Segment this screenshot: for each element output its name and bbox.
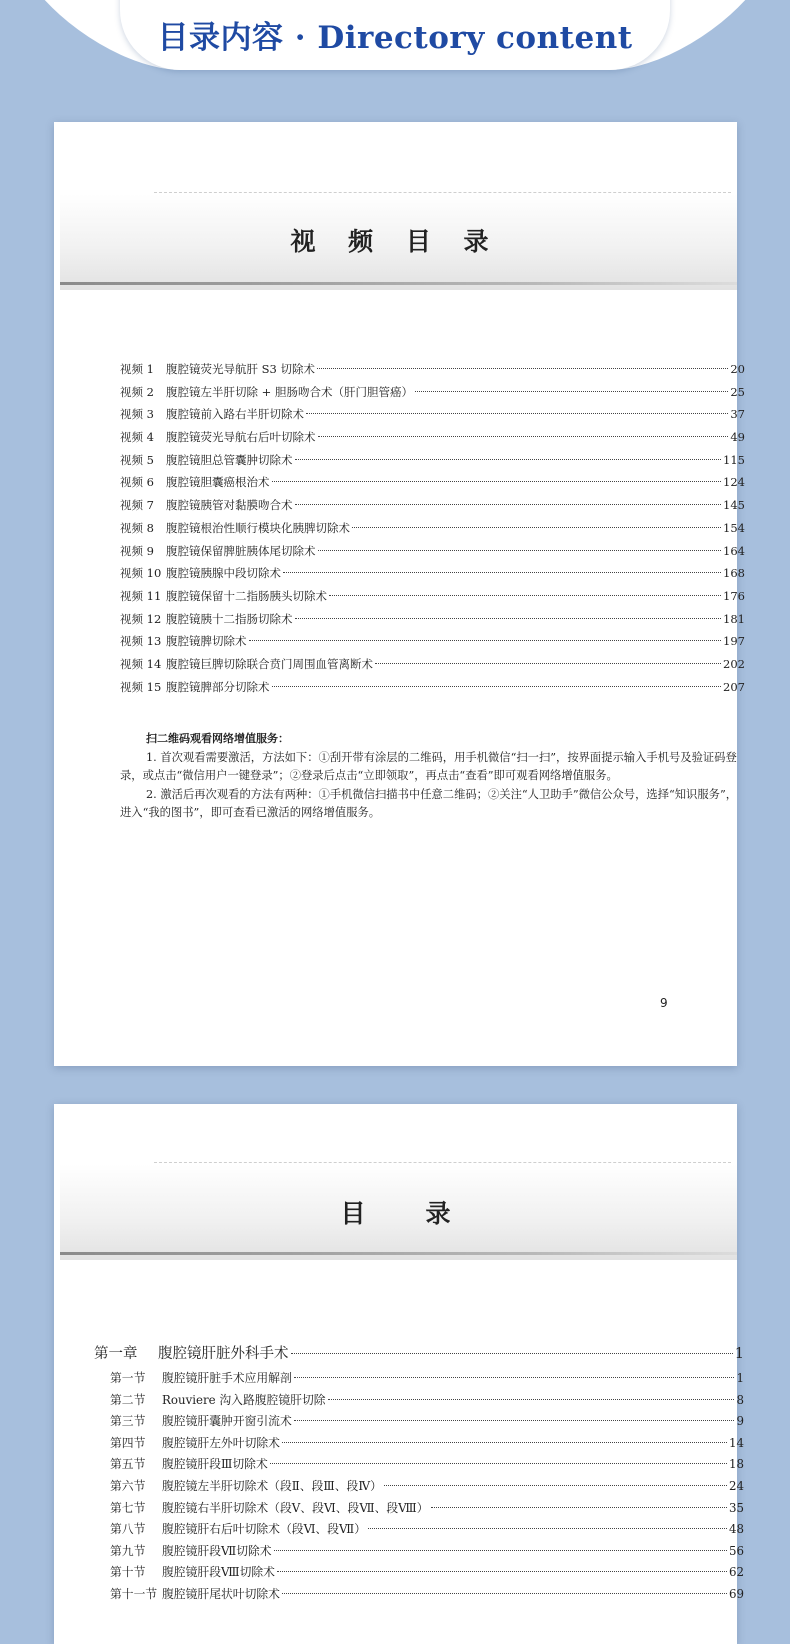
section-page: 8 bbox=[736, 1392, 744, 1407]
dot-leader bbox=[272, 481, 722, 482]
section-entry[interactable] bbox=[94, 1476, 744, 1498]
video-entry[interactable] bbox=[120, 585, 745, 608]
video-number: 视频 15 bbox=[120, 679, 162, 694]
video-entry[interactable] bbox=[120, 449, 745, 472]
dot-leader bbox=[431, 1507, 727, 1508]
section-page: 14 bbox=[728, 1435, 744, 1450]
dot-leader bbox=[317, 368, 728, 369]
video-page: 124 bbox=[723, 475, 745, 490]
video-number: 视频 9 bbox=[120, 543, 154, 558]
video-title: 腹腔镜巨脾切除联合贲门周围血管离断术 bbox=[166, 656, 373, 671]
video-entry[interactable] bbox=[120, 608, 745, 631]
section-entry[interactable] bbox=[94, 1411, 744, 1433]
notes-paragraph-1: 1. 首次观看需要激活，方法如下：①刮开带有涂层的二维码，用手机微信“扫一扫”，按界面提示输入手机号及验证码登录，或点击“微信用户一键登录”；②登录后点击“立即领取”，再点击“查看”即可观看网络增值服务。 bbox=[120, 750, 737, 782]
video-entry[interactable] bbox=[120, 517, 745, 540]
dot-leader bbox=[274, 1550, 727, 1551]
video-entry[interactable] bbox=[120, 381, 745, 404]
dot-leader bbox=[249, 640, 722, 641]
section-page: 35 bbox=[728, 1500, 744, 1515]
section-number: 第六节 bbox=[110, 1478, 146, 1493]
dot-leader bbox=[294, 1420, 735, 1421]
dot-leader bbox=[294, 1377, 735, 1378]
dot-leader bbox=[277, 1571, 727, 1572]
video-entry[interactable] bbox=[120, 494, 745, 517]
section-entry[interactable] bbox=[94, 1519, 744, 1541]
video-title: 腹腔镜胰十二指肠切除术 bbox=[166, 611, 293, 626]
video-page: 202 bbox=[723, 656, 745, 671]
section-number: 第八节 bbox=[110, 1522, 146, 1537]
video-title: 腹腔镜保留十二指肠胰头切除术 bbox=[166, 588, 327, 603]
dot-leader bbox=[291, 1353, 733, 1354]
video-page: 37 bbox=[730, 407, 745, 422]
video-number: 视频 10 bbox=[120, 566, 162, 581]
section-title: 腹腔镜肝尾状叶切除术 bbox=[162, 1586, 280, 1601]
video-title: 腹腔镜胆总管囊肿切除术 bbox=[166, 452, 293, 467]
header-dotted-line bbox=[154, 1162, 731, 1163]
notes-paragraph-2: 2. 激活后再次观看的方法有两种：①手机微信扫描书中任意二维码；②关注“人卫助手”微信公众号，选择“知识服务”，进入“我的图书”，即可查看已激活的网络增值服务。 bbox=[120, 787, 738, 819]
chapter-title: 腹腔镜肝脏外科手术 bbox=[158, 1346, 289, 1362]
video-entry[interactable] bbox=[120, 540, 745, 563]
chapter-entry[interactable] bbox=[94, 1340, 744, 1368]
page-table-of-contents bbox=[54, 1104, 744, 1644]
video-number: 视频 1 bbox=[120, 362, 154, 376]
section-page: 69 bbox=[728, 1586, 744, 1601]
dot-leader bbox=[295, 504, 722, 505]
video-number: 视频 8 bbox=[120, 520, 154, 535]
video-number: 视频 5 bbox=[120, 452, 154, 467]
video-page: 25 bbox=[730, 384, 745, 399]
dot-leader bbox=[352, 527, 721, 528]
page-video-directory bbox=[54, 122, 745, 1066]
contents-list bbox=[94, 1340, 744, 1606]
section-entry[interactable] bbox=[94, 1498, 744, 1520]
section-page: 48 bbox=[728, 1522, 744, 1537]
video-title: 腹腔镜荧光导航右后叶切除术 bbox=[166, 430, 316, 445]
dot-leader bbox=[318, 436, 729, 437]
dot-leader bbox=[282, 1593, 727, 1594]
video-entry[interactable] bbox=[120, 630, 745, 653]
video-title: 腹腔镜脾切除术 bbox=[166, 634, 247, 649]
qr-service-notes bbox=[120, 730, 744, 823]
video-title: 腹腔镜胰管对黏膜吻合术 bbox=[166, 498, 293, 513]
banner-title: 目录内容 · Directory content bbox=[157, 20, 633, 56]
section-title: 腹腔镜肝囊肿开窗引流术 bbox=[162, 1414, 292, 1429]
video-number: 视频 11 bbox=[120, 588, 162, 603]
dot-leader bbox=[283, 572, 721, 573]
video-page: 176 bbox=[723, 588, 745, 603]
section-page: 9 bbox=[736, 1414, 744, 1429]
section-title: 腹腔镜肝段Ⅲ切除术 bbox=[162, 1457, 268, 1472]
dot-leader bbox=[329, 595, 721, 596]
page-number: 9 bbox=[660, 996, 668, 1010]
dot-leader bbox=[328, 1399, 735, 1400]
dot-leader bbox=[375, 663, 721, 664]
video-title: 腹腔镜左半肝切除 + 胆肠吻合术（肝门胆管癌） bbox=[166, 384, 413, 399]
video-number: 视频 14 bbox=[120, 656, 162, 671]
video-number: 视频 2 bbox=[120, 384, 154, 399]
section-page: 56 bbox=[728, 1543, 744, 1558]
video-number: 视频 7 bbox=[120, 498, 154, 513]
video-page: 181 bbox=[723, 611, 745, 626]
section-entry[interactable] bbox=[94, 1390, 744, 1412]
section-number: 第五节 bbox=[110, 1457, 146, 1472]
section-entry[interactable] bbox=[94, 1541, 744, 1563]
section-title: 腹腔镜肝左外叶切除术 bbox=[162, 1435, 280, 1450]
dot-leader bbox=[295, 459, 722, 460]
section-number: 第一节 bbox=[110, 1371, 146, 1385]
video-title: 腹腔镜荧光导航肝 S3 切除术 bbox=[166, 362, 316, 376]
video-page: 49 bbox=[730, 430, 745, 445]
video-page: 20 bbox=[730, 362, 745, 376]
video-title: 腹腔镜胆囊癌根治术 bbox=[166, 475, 270, 490]
section-number: 第十一节 bbox=[110, 1586, 158, 1601]
dot-leader bbox=[318, 550, 722, 551]
section-title: 腹腔镜肝段Ⅷ切除术 bbox=[162, 1565, 275, 1580]
section-number: 第二节 bbox=[110, 1392, 146, 1407]
video-title: 腹腔镜脾部分切除术 bbox=[166, 679, 270, 694]
video-page: 207 bbox=[723, 679, 745, 694]
dot-leader bbox=[415, 391, 728, 392]
dot-leader bbox=[306, 413, 728, 414]
video-page: 145 bbox=[723, 498, 745, 513]
video-title: 腹腔镜根治性顺行模块化胰脾切除术 bbox=[166, 520, 350, 535]
page-heading: 目录 bbox=[340, 1199, 511, 1228]
section-title: 腹腔镜肝脏手术应用解剖 bbox=[162, 1371, 292, 1385]
video-page: 168 bbox=[723, 566, 745, 581]
video-page: 154 bbox=[723, 520, 745, 535]
dot-leader bbox=[295, 618, 722, 619]
header-rule bbox=[60, 282, 737, 285]
video-entry[interactable] bbox=[120, 358, 745, 381]
section-entry[interactable] bbox=[94, 1368, 744, 1390]
section-entry[interactable] bbox=[94, 1584, 744, 1606]
notes-title: 扫二维码观看网络增值服务： bbox=[146, 732, 289, 745]
section-number: 第十节 bbox=[110, 1565, 146, 1580]
section-entry[interactable] bbox=[94, 1433, 744, 1455]
dot-leader bbox=[272, 686, 722, 687]
video-number: 视频 13 bbox=[120, 634, 162, 649]
header-rule bbox=[60, 1252, 737, 1255]
section-number: 第三节 bbox=[110, 1414, 146, 1429]
section-title: Rouviere 沟入路腹腔镜肝切除 bbox=[162, 1392, 326, 1407]
page-heading: 视 频 目 录 bbox=[290, 227, 501, 256]
video-number: 视频 4 bbox=[120, 430, 154, 445]
dot-leader bbox=[270, 1463, 727, 1464]
section-page: 18 bbox=[728, 1457, 744, 1472]
section-page: 62 bbox=[728, 1565, 744, 1580]
video-entry[interactable] bbox=[120, 562, 745, 585]
video-entry[interactable] bbox=[120, 426, 745, 449]
section-entry[interactable] bbox=[94, 1454, 744, 1476]
video-entry[interactable] bbox=[120, 403, 745, 426]
section-number: 第七节 bbox=[110, 1500, 146, 1515]
chapter-page: 1 bbox=[734, 1346, 744, 1362]
section-entry[interactable] bbox=[94, 1562, 744, 1584]
section-number: 第九节 bbox=[110, 1543, 146, 1558]
dot-leader bbox=[282, 1442, 727, 1443]
section-page: 24 bbox=[728, 1478, 744, 1493]
chapter-number: 第一章 bbox=[94, 1346, 138, 1362]
video-list bbox=[120, 358, 745, 698]
section-title: 腹腔镜左半肝切除术（段Ⅱ、段Ⅲ、段Ⅳ） bbox=[162, 1478, 382, 1493]
video-page: 197 bbox=[723, 634, 745, 649]
video-title: 腹腔镜前入路右半肝切除术 bbox=[166, 407, 304, 422]
video-entry[interactable] bbox=[120, 676, 745, 699]
video-number: 视频 3 bbox=[120, 407, 154, 422]
video-entry[interactable] bbox=[120, 653, 745, 676]
section-title: 腹腔镜肝右后叶切除术（段Ⅵ、段Ⅶ） bbox=[162, 1522, 367, 1537]
section-title: 腹腔镜右半肝切除术（段Ⅴ、段Ⅵ、段Ⅶ、段Ⅷ） bbox=[162, 1500, 429, 1515]
video-number: 视频 12 bbox=[120, 611, 162, 626]
header-dotted-line bbox=[154, 192, 731, 193]
video-title: 腹腔镜保留脾脏胰体尾切除术 bbox=[166, 543, 316, 558]
video-page: 164 bbox=[723, 543, 745, 558]
video-title: 腹腔镜胰腺中段切除术 bbox=[166, 566, 281, 581]
section-title: 腹腔镜肝段Ⅶ切除术 bbox=[162, 1543, 272, 1558]
section-number: 第四节 bbox=[110, 1435, 146, 1450]
video-page: 115 bbox=[723, 452, 745, 467]
dot-leader bbox=[368, 1528, 727, 1529]
video-number: 视频 6 bbox=[120, 475, 154, 490]
section-page: 1 bbox=[736, 1371, 744, 1385]
video-entry[interactable] bbox=[120, 471, 745, 494]
dot-leader bbox=[384, 1485, 727, 1486]
